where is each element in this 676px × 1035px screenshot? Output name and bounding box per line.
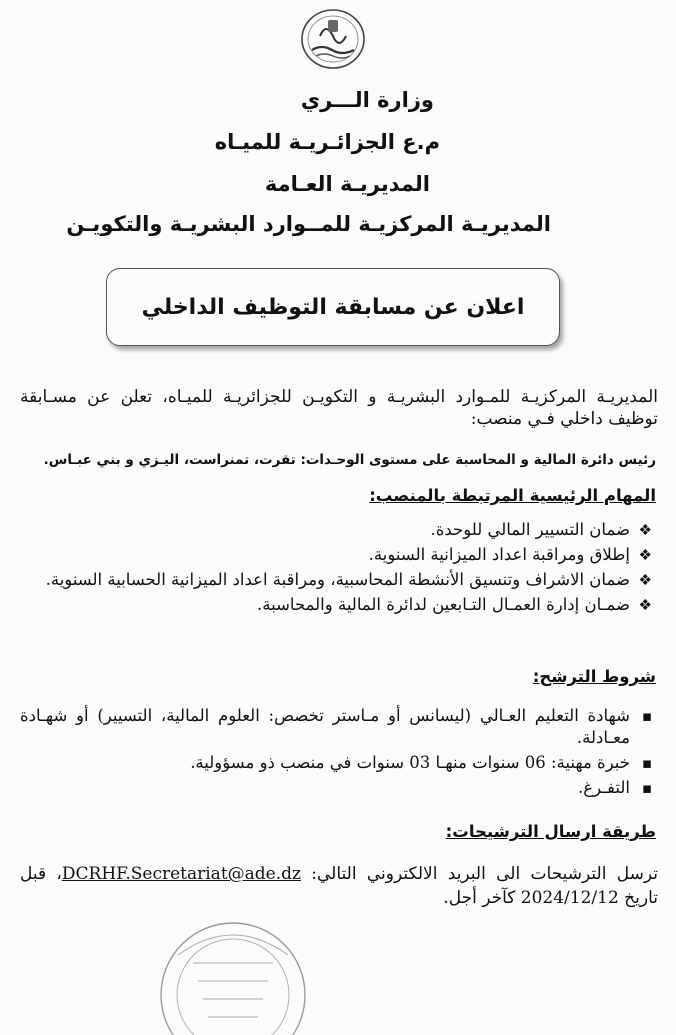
tasks-heading: المهام الرئيسية المرتبطة بالمنصب: bbox=[369, 486, 656, 505]
list-item: ❖ ضمان الاشراف وتنسيق الأنشطة المحاسبية، ومراقبة اعداد الميزانية الحسابية السنوية. bbox=[45, 570, 652, 589]
square-bullet-icon: ▪ bbox=[641, 707, 652, 725]
square-bullet-icon: ▪ bbox=[641, 779, 652, 797]
intro-paragraph: المديريـة المركزيـة للمـوارد البشريـة و التكويـن للجزائريـة للميـاه، تعلن عن مسـابقة توظيف داخلي فـي منصب: bbox=[20, 387, 658, 429]
official-stamp-icon bbox=[148, 905, 318, 1035]
list-item: ❖ ضمان التسيير المالي للوحدة. bbox=[430, 520, 652, 539]
diamond-dots-icon: ❖ bbox=[638, 546, 652, 564]
email-link[interactable]: DCRHF.Secretariat@ade.dz bbox=[61, 864, 301, 884]
submission-text: ترسل الترشيحات الى البريد الالكتروني التالي: bbox=[300, 864, 658, 884]
list-item: ▪ شهادة التعليم العـالي (ليسانس أو مـاستر تخصص: العلوم المالية، التسيير) أو شهـادة معـادلة. bbox=[20, 706, 652, 747]
company-name: م.ع الجزائـريـة للميـاه bbox=[214, 130, 440, 154]
announcement-title-box bbox=[106, 268, 560, 346]
list-item: ❖ إطلاق ومراقبة اعداد الميزانية السنوية. bbox=[368, 545, 652, 564]
deadline-text: ، قبل تاريخ 2024/12/12 كآخر أجل. bbox=[20, 864, 658, 908]
hr-department: المديريـة المركزيـة للمــوارد البشريـة والتكويـن bbox=[66, 212, 551, 236]
list-item: ▪ التفـرغ. bbox=[578, 778, 652, 797]
submission-heading: طريقة ارسال الترشيحات: bbox=[445, 822, 656, 841]
list-item: ▪ خبرة مهنية: 06 سنوات منهـا 03 سنوات في منصب ذو مسؤولية. bbox=[190, 753, 652, 772]
list-item: ❖ ضمـان إدارة العمـال التـابعين لدائرة المالية والمحاسبة. bbox=[257, 595, 652, 614]
general-directorate: المديريـة العـامة bbox=[264, 172, 430, 196]
company-logo-icon bbox=[298, 6, 368, 72]
conditions-heading: شروط الترشح: bbox=[532, 667, 656, 686]
diamond-dots-icon: ❖ bbox=[638, 596, 652, 614]
announcement-title: اعلان عن مسابقة التوظيف الداخلي bbox=[141, 294, 525, 320]
ministry-name: وزارة الـــري bbox=[300, 88, 434, 112]
square-bullet-icon: ▪ bbox=[641, 754, 652, 772]
position-line: رئيس دائرة المالية و المحاسبة على مستوى الوحـدات: تقرت، تمنراست، اليـزي و بني عبـاس. bbox=[43, 452, 656, 468]
submission-paragraph bbox=[20, 862, 658, 910]
diamond-dots-icon: ❖ bbox=[638, 571, 652, 589]
conditions-list bbox=[20, 705, 656, 802]
tasks-list bbox=[20, 519, 656, 619]
diamond-dots-icon: ❖ bbox=[638, 521, 652, 539]
